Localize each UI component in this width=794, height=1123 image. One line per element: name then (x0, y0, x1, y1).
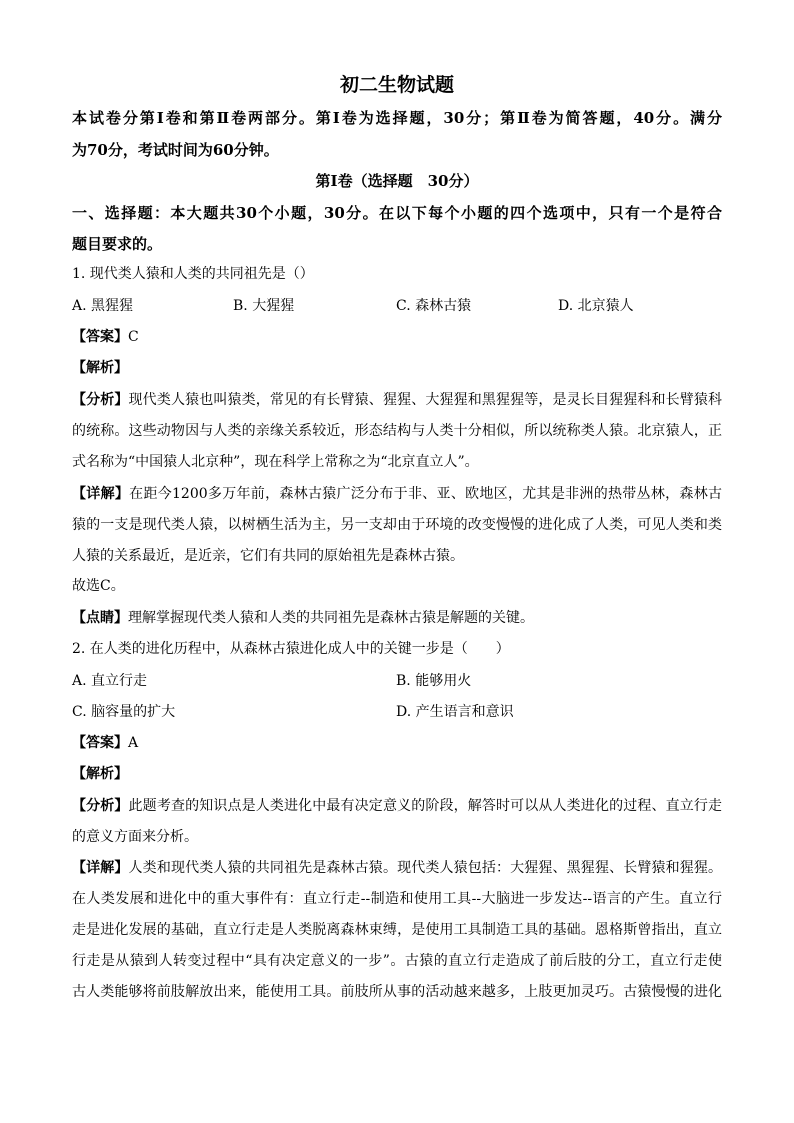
intro-line-2: 为70分，考试时间为60分钟。 (72, 141, 279, 159)
q2-stem: 2. 在人类的进化历程中，从森林古猿进化成人中的关键一步是（ ） (72, 641, 510, 657)
q1-xiangjie-line-1 (72, 484, 722, 504)
q2-answer-tag: 【答案】 (72, 735, 128, 751)
q1-option-d: D. 北京猿人 (558, 298, 634, 314)
part-one-line-1: 一、选择题：本大题共30个小题，30分。在以下每个小题的四个选项中，只有一个是符合 (72, 204, 722, 222)
document-title: 初二生物试题 (339, 74, 454, 96)
q1-dianjing (72, 608, 722, 628)
q1-fenxi-line-1 (72, 390, 722, 410)
q2-fenxi-line-2: 的意义方面来分析。 (72, 829, 198, 845)
q2-fenxi-line-1 (72, 796, 722, 816)
q2-option-c: C. 脑容量的扩大 (72, 704, 176, 720)
q1-answer-tag: 【答案】 (72, 329, 128, 345)
q2-fenxi-text-1: 此题考查的知识点是人类进化中最有决定意义的阶段，解答时可以从人类进化的过程、直立行走 (128, 798, 722, 814)
q1-fenxi-text-1: 现代类人猿也叫猿类，常见的有长臂猿、猩猩、大猩猩和黑猩猩等，是灵长目猩猩科和长臂猿科 (128, 392, 722, 408)
q2-option-d: D. 产生语言和意识 (396, 704, 514, 720)
q1-conclusion: 故选C。 (72, 578, 125, 594)
q1-xiangjie-line-2: 猿的一支是现代类人猿，以树栖生活为主，另一支却由于环境的改变慢慢的进化成了人类，可见人类和类 (72, 517, 722, 533)
q2-xiangjie-line-5: 古人类能够将前肢解放出来，能使用工具。前肢所从事的活动越来越多，上肢更加灵巧。古猿慢慢的进化 (72, 984, 722, 1000)
q2-fenxi-tag: 【分析】 (72, 798, 129, 814)
q2-xiangjie-tag: 【详解】 (72, 860, 129, 876)
q1-analysis-tag: 【解析】 (72, 360, 128, 376)
q2-xiangjie-line-1 (72, 858, 722, 878)
q2-analysis-tag: 【解析】 (72, 766, 128, 782)
q1-option-c: C. 森林古猿 (396, 298, 472, 314)
q1-fenxi-tag: 【分析】 (72, 392, 129, 408)
q2-answer-value: A (128, 735, 139, 751)
q1-answer (72, 327, 722, 347)
intro-line-1: 本试卷分第Ⅰ卷和第Ⅱ卷两部分。第Ⅰ卷为选择题，30分；第Ⅱ卷为简答题，40分。满分 (72, 109, 722, 127)
q2-option-a: A. 直立行走 (72, 673, 148, 689)
q1-option-a: A. 黑猩猩 (72, 298, 134, 314)
q1-xiangjie-text-1: 在距今1200多万年前，森林古猿广泛分布于非、亚、欧地区，尤其是非洲的热带丛林，森林古 (129, 486, 722, 502)
part-one-line-2: 题目要求的。 (72, 235, 163, 253)
q1-dianjing-text: 理解掌握现代类人猿和人类的共同祖先是森林古猿是解题的关键。 (128, 610, 534, 626)
q2-xiangjie-line-3: 走是进化发展的基础，直立行走是人类脱离森林束缚，是使用工具制造工具的基础。恩格斯曾指出，直立 (72, 922, 722, 938)
q1-dianjing-tag: 【点睛】 (72, 610, 128, 626)
section-title: 第Ⅰ卷（选择题 30分） (315, 172, 479, 190)
q1-stem: 1. 现代类人猿和人类的共同祖先是（） (72, 266, 314, 282)
q2-xiangjie-line-2: 在人类发展和进化中的重大事件有：直立行走--制造和使用工具--大脑进一步发达--语言的产生。直立行 (72, 891, 722, 907)
q2-xiangjie-line-4: 行走是从猿到人转变过程中“具有决定意义的一步”。古猿的直立行走造成了前后肢的分工，直立行走使 (72, 953, 722, 969)
q1-option-b: B. 大猩猩 (233, 298, 295, 314)
q1-xiangjie-line-3: 人猿的关系最近，是近亲，它们有共同的原始祖先是森林古猿。 (72, 548, 464, 564)
q1-answer-value: C (128, 329, 139, 345)
q2-answer (72, 733, 722, 753)
q1-xiangjie-tag: 【详解】 (72, 486, 130, 502)
q2-option-b: B. 能够用火 (396, 673, 472, 689)
q1-fenxi-line-3: 式名称为“中国猿人北京种”，现在科学上常称之为“北京直立人”。 (72, 454, 479, 470)
q2-xiangjie-text-1: 人类和现代类人猿的共同祖先是森林古猿。现代类人猿包括：大猩猩、黑猩猩、长臂猿和猩猩。 (128, 860, 722, 876)
q1-fenxi-line-2: 的统称。这些动物因与人类的亲缘关系较近，形态结构与人类十分相似，所以统称类人猿。北京猿人，正 (72, 423, 722, 439)
